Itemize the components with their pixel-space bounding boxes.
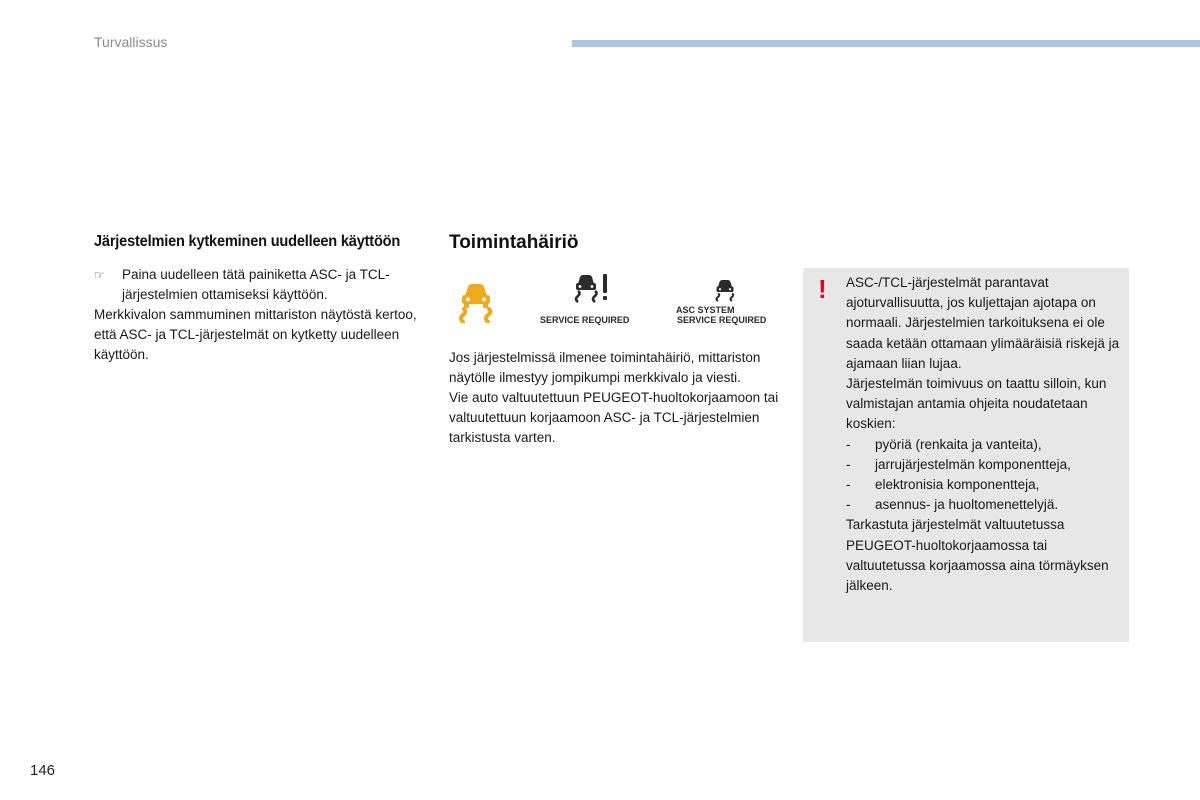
list-item-text: jarrujärjestelmän komponentteja, bbox=[875, 456, 1071, 472]
reactivation-heading: Järjestelmien kytkeminen uudelleen käyttöön bbox=[94, 233, 401, 250]
list-item bbox=[846, 495, 1121, 515]
asc-service-required-icon bbox=[676, 278, 776, 328]
list-dash: - bbox=[846, 456, 851, 472]
skid-warning-light-icon bbox=[456, 279, 496, 323]
asc-service-required-label: SERVICE REQUIRED bbox=[677, 315, 767, 325]
list-item bbox=[846, 435, 1121, 455]
reactivation-paragraph: Merkkivalon sammuminen mittariston näytöstä kertoo, että ASC- ja TCL-järjestelmät on kytketty uudelleen käyttöön. bbox=[94, 307, 417, 362]
warning-condition-intro: Järjestelmän toimivuus on taattu silloin, kun valmistajan antamia ohjeita noudatetaan koskien: bbox=[846, 376, 1107, 432]
instruction-bullet bbox=[94, 265, 424, 305]
service-required-warning-icon bbox=[540, 272, 636, 328]
warning-closing: Tarkastuta järjestelmät valtuutetussa PEUGEOT-huoltokorjaamossa tai valtuutetussa korjaamossa aina törmäyksen jälkeen. bbox=[846, 517, 1109, 594]
warning-intro: ASC-/TCL-järjestelmät parantavat ajoturvallisuutta, jos kuljettajan ajotapa on normaali. Järjestelmien tarkoituksena ei ole saada ketään ottamaan ylimääräisiä riskejä ja ajamaan liian lujaa. bbox=[846, 275, 1120, 371]
list-dash: - bbox=[846, 477, 851, 493]
malfunction-heading: Toimintahäiriö bbox=[449, 232, 579, 253]
section-label: Turvallissus bbox=[94, 34, 168, 50]
list-item-text: asennus- ja huoltomenettelyjä. bbox=[875, 497, 1059, 513]
reactivation-text bbox=[94, 265, 424, 365]
service-required-label: SERVICE REQUIRED bbox=[540, 315, 630, 325]
pointing-hand-icon: ☞ bbox=[94, 268, 105, 282]
list-item-text: elektronisia komponentteja, bbox=[875, 477, 1040, 493]
asc-system-label: ASC SYSTEM bbox=[676, 305, 735, 315]
list-item-text: pyöriä (renkaita ja vanteita), bbox=[875, 436, 1042, 452]
page-number: 146 bbox=[30, 762, 56, 779]
warning-content bbox=[846, 273, 1121, 596]
list-dash: - bbox=[846, 436, 851, 452]
malfunction-text bbox=[449, 348, 779, 448]
list-dash: - bbox=[846, 497, 851, 513]
instruction-text: Paina uudelleen tätä painiketta ASC- ja TCL-järjestelmien ottamiseksi käyttöön. bbox=[122, 267, 390, 302]
list-item bbox=[846, 455, 1121, 475]
list-item bbox=[846, 475, 1121, 495]
header-bar bbox=[572, 40, 1200, 47]
exclamation-icon: ! bbox=[818, 274, 827, 304]
malfunction-paragraph: Jos järjestelmissä ilmenee toimintahäiriö, mittariston näytölle ilmestyy jompikumpi merkkivalo ja viesti. bbox=[449, 350, 761, 385]
service-advice-paragraph: Vie auto valtuutettuun PEUGEOT-huoltokorjaamoon tai valtuutettuun korjaamoon ASC- ja TCL-järjestelmien tarkistusta varten. bbox=[449, 390, 779, 445]
